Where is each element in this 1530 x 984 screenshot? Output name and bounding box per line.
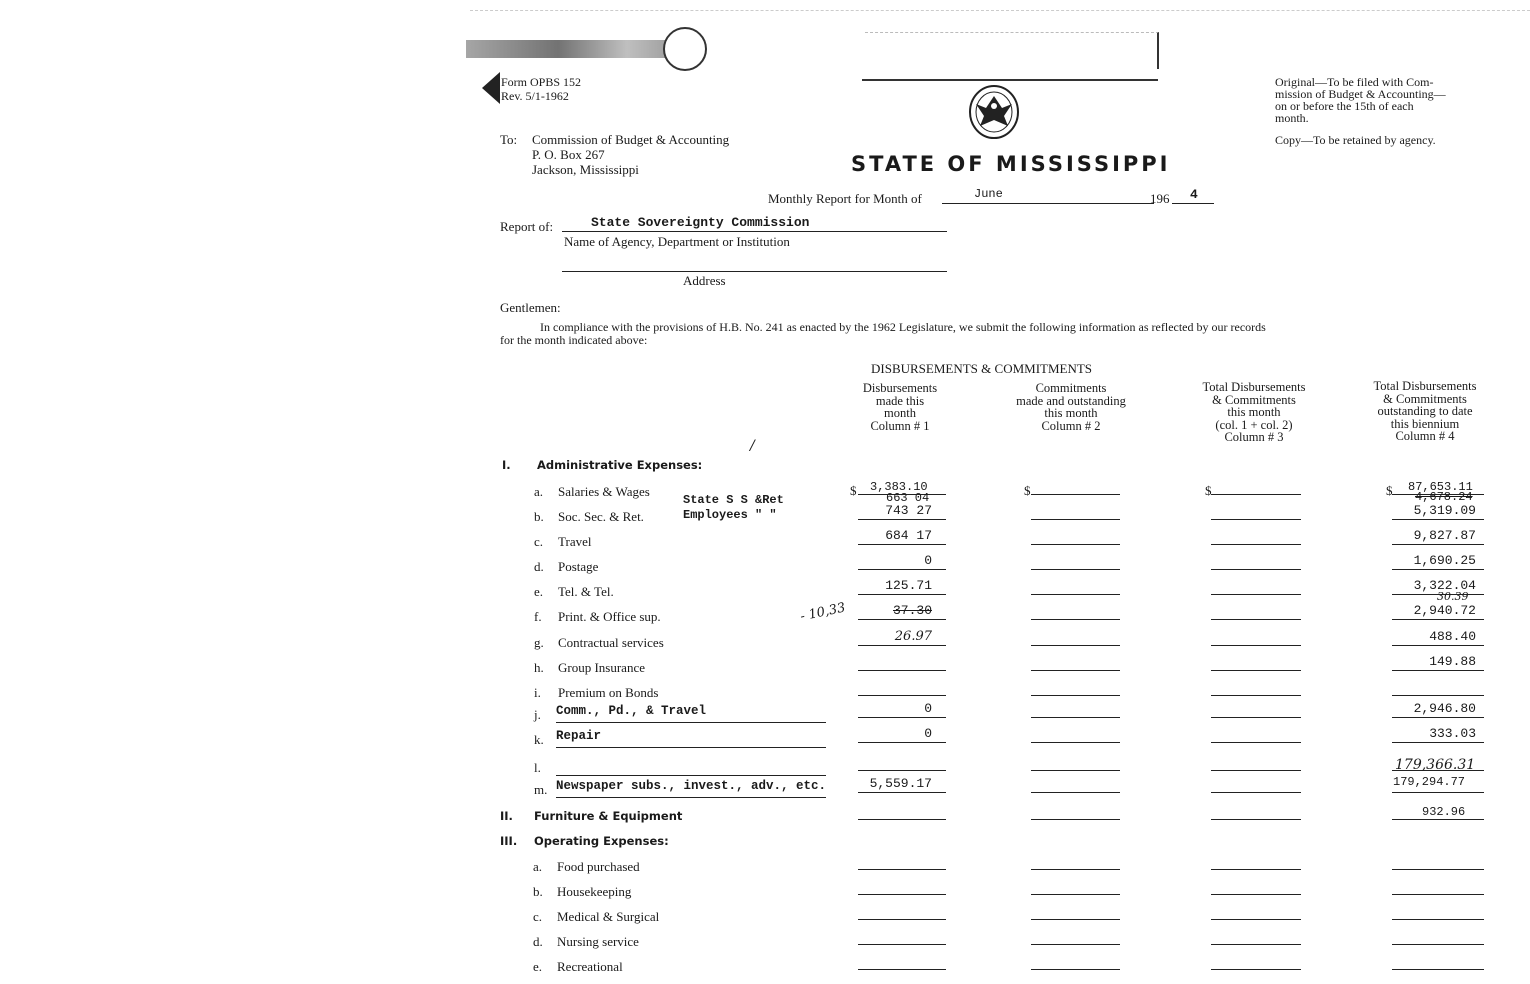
year-underline	[1172, 203, 1214, 204]
cell-line-col2	[1031, 619, 1120, 620]
cell-line-col4	[1392, 569, 1484, 570]
form-number: Form OPBS 152	[501, 75, 582, 89]
row-label: Travel	[558, 534, 592, 549]
row-col1-value: 0	[924, 726, 932, 741]
section-2-label: Furniture & Equipment	[534, 809, 683, 823]
cell-line-col3	[1211, 717, 1301, 718]
cell-line-col2	[1031, 594, 1120, 595]
column-3-header-line: Total Disbursements	[1202, 380, 1306, 394]
operating-cell-line-col2	[1031, 944, 1120, 945]
scan-speck: /	[750, 438, 755, 454]
cell-line-col1	[858, 792, 946, 793]
cell-line-col4	[1392, 742, 1484, 743]
row-col4-value: 149.88	[1429, 654, 1476, 669]
cell-line-col2	[1031, 494, 1120, 495]
row-letter: e.	[534, 584, 544, 599]
operating-cell-line-col4	[1392, 894, 1484, 895]
agency-value: State Sovereignty Commission	[591, 215, 810, 230]
instructions-original-line-4: month.	[1275, 111, 1309, 125]
report-of-label: Report of:	[500, 219, 554, 234]
dollar-sign-col4: $	[1386, 483, 1393, 498]
cell-line-col3	[1211, 494, 1301, 495]
cell-line-col4	[1392, 544, 1484, 545]
operating-row-letter: b.	[533, 884, 543, 899]
operating-cell-line-col4	[1392, 944, 1484, 945]
cell-line-col4	[1392, 645, 1484, 646]
cell-line-col1	[858, 742, 946, 743]
column-4-header	[1358, 380, 1492, 443]
cell-line-col4	[1392, 792, 1484, 793]
column-4-header-line: outstanding to date	[1377, 404, 1473, 418]
cell-line-col2	[1031, 695, 1120, 696]
row-col4-value: 2,940.72	[1413, 603, 1476, 618]
cell-line-col3	[1211, 645, 1301, 646]
row-letter: l.	[534, 760, 541, 775]
cell-line-col3	[1211, 619, 1301, 620]
to-line-2: P. O. Box 267	[532, 147, 605, 162]
row-letter: k.	[534, 732, 544, 747]
row-col1-value: 37.30	[892, 603, 932, 618]
scan-artifact-bar	[466, 40, 696, 58]
furniture-col2-line	[1031, 819, 1120, 820]
operating-cell-line-col3	[1211, 919, 1301, 920]
column-3-header-line: & Commitments	[1212, 392, 1296, 407]
row-letter: a.	[534, 484, 544, 499]
column-2-header-line: Column # 2	[1041, 418, 1101, 433]
operating-cell-line-col1	[858, 869, 946, 870]
column-2-header-line: Commitments	[1035, 381, 1107, 395]
row-label: Newspaper subs., invest., adv., etc.	[556, 779, 827, 793]
cell-line-col1	[858, 594, 946, 595]
row-col1-value: 0	[924, 701, 932, 716]
row-col1-value: 26.97	[894, 629, 932, 644]
column-2-header-line: this month	[1044, 406, 1098, 420]
form-arrow-icon	[482, 72, 500, 104]
row-label: Print. & Office sup.	[558, 609, 661, 624]
cell-line-col2	[1031, 717, 1120, 718]
row-letter: h.	[534, 660, 544, 675]
operating-cell-line-col2	[1031, 869, 1120, 870]
instructions-original-line-1: Original—To be filed with Com-	[1275, 75, 1434, 89]
scan-artifact-line	[862, 79, 1158, 81]
operating-cell-line-col3	[1211, 869, 1301, 870]
column-3-header	[1186, 381, 1322, 444]
operating-cell-line-col2	[1031, 969, 1120, 970]
operating-cell-line-col1	[858, 894, 946, 895]
row-label-underline	[556, 722, 826, 723]
section-1-number: I.	[502, 458, 511, 472]
body-line-2: for the month indicated above:	[500, 333, 648, 347]
operating-row-label: Nursing service	[557, 934, 639, 949]
row-label: Repair	[556, 729, 602, 743]
cell-line-col4	[1392, 619, 1484, 620]
operating-row-letter: d.	[533, 934, 543, 949]
row-label: Comm., Pd., & Travel	[556, 704, 707, 718]
cell-line-col1	[858, 695, 946, 696]
cell-line-col1	[858, 569, 946, 570]
operating-cell-line-col4	[1392, 969, 1484, 970]
row-col1-value: 743 27	[885, 503, 932, 518]
cell-line-col3	[1211, 594, 1301, 595]
month-label: Monthly Report for Month of	[768, 191, 922, 206]
furniture-col1-line	[858, 819, 946, 820]
column-1-header	[840, 382, 960, 432]
scan-hole-circle	[663, 27, 707, 71]
form-revision: Rev. 5/1-1962	[501, 89, 569, 103]
agency-underline	[562, 231, 947, 232]
column-3-header-line: (col. 1 + col. 2)	[1215, 417, 1293, 432]
operating-row-letter: e.	[533, 959, 543, 974]
cell-line-col4	[1392, 519, 1484, 520]
address-caption: Address	[683, 273, 726, 288]
column-1-header-line: Disbursements	[862, 381, 938, 395]
operating-row-label: Housekeeping	[557, 884, 632, 899]
column-3-header-line: Column # 3	[1224, 430, 1284, 444]
cell-line-col2	[1031, 792, 1120, 793]
cell-line-col3	[1211, 792, 1301, 793]
instructions-original	[1275, 76, 1446, 124]
operating-cell-line-col3	[1211, 894, 1301, 895]
row-label: Group Insurance	[558, 660, 645, 675]
row-label-underline	[556, 747, 826, 748]
cell-line-col1	[858, 519, 946, 520]
dollar-sign-col1: $	[850, 483, 857, 498]
month-value: June	[974, 187, 1003, 201]
operating-cell-line-col2	[1031, 894, 1120, 895]
row-label-underline	[556, 775, 826, 776]
row-m-col4-value: 179,366.31	[1395, 757, 1476, 773]
to-line-3: Jackson, Mississippi	[532, 162, 639, 177]
operating-row-label: Recreational	[557, 959, 623, 974]
row-m-col4-value-2: 179,294.77	[1393, 775, 1466, 789]
row-a-col1-value: 3,383.10	[870, 480, 928, 494]
cell-line-col1	[858, 770, 946, 771]
cell-line-col2	[1031, 544, 1120, 545]
year-prefix: 196	[1150, 191, 1170, 206]
month-underline	[942, 203, 1154, 204]
row-letter: m.	[534, 782, 548, 797]
cell-line-col3	[1211, 770, 1301, 771]
operating-cell-line-col3	[1211, 944, 1301, 945]
instructions-original-line-2: mission of Budget & Accounting—	[1275, 87, 1446, 101]
cell-line-col2	[1031, 645, 1120, 646]
cell-line-col2	[1031, 670, 1120, 671]
instructions-original-line-3: on or before the 15th of each	[1275, 99, 1414, 113]
instructions-copy: Copy—To be retained by agency.	[1275, 133, 1436, 147]
row-col4-value: 9,827.87	[1413, 528, 1476, 543]
state-seal-icon	[966, 82, 1022, 140]
column-4-header-line: Column # 4	[1395, 429, 1455, 443]
row-label-underline	[556, 797, 826, 798]
row-col4-value: 2,946.80	[1413, 701, 1476, 716]
column-4-header-line: Total Disbursements	[1373, 379, 1477, 393]
row-col1-value: 0	[924, 553, 932, 568]
cell-line-col2	[1031, 519, 1120, 520]
cell-line-col1	[858, 670, 946, 671]
table-title: DISBURSEMENTS & COMMITMENTS	[871, 361, 1093, 376]
furniture-col4-value: 932.96	[1422, 805, 1466, 819]
row-letter: i.	[534, 685, 541, 700]
operating-row-label: Food purchased	[557, 859, 640, 874]
dollar-sign-col3: $	[1205, 483, 1212, 498]
year-value: 4	[1190, 187, 1198, 202]
row-label: Salaries & Wages	[558, 484, 650, 499]
cell-line-col2	[1031, 742, 1120, 743]
dollar-sign-col2: $	[1024, 483, 1031, 498]
scan-artifact-box	[865, 32, 1159, 69]
cell-line-col3	[1211, 569, 1301, 570]
top-edge-line	[470, 10, 1530, 11]
cell-line-col3	[1211, 695, 1301, 696]
row-label: Postage	[558, 559, 599, 574]
column-4-header-line: this biennium	[1390, 416, 1460, 431]
cell-line-col1	[858, 544, 946, 545]
row-label: Soc. Sec. & Ret.	[558, 509, 644, 524]
section-3-label: Operating Expenses:	[534, 834, 669, 848]
to-line-1: Commission of Budget & Accounting	[532, 132, 730, 147]
body-line-1: In compliance with the provisions of H.B. No. 241 as enacted by the 1962 Legislature, we submit the following information as reflected by our records	[540, 320, 1266, 334]
section-2-number: II.	[500, 809, 513, 823]
row-letter: j.	[534, 707, 541, 722]
operating-cell-line-col4	[1392, 869, 1484, 870]
operating-cell-line-col1	[858, 944, 946, 945]
salutation: Gentlemen:	[500, 300, 561, 315]
furniture-col4-line	[1392, 819, 1484, 820]
row-label: Contractual services	[558, 635, 664, 650]
row-label: Tel. & Tel.	[558, 584, 614, 599]
operating-cell-line-col4	[1392, 919, 1484, 920]
operating-cell-line-col2	[1031, 919, 1120, 920]
row-b-note: Employees " "	[683, 508, 777, 522]
margin-note-f: - 10,33	[798, 600, 847, 625]
row-f-col4-note: 30.39	[1437, 590, 1469, 603]
agency-caption: Name of Agency, Department or Institution	[564, 234, 790, 249]
operating-row-letter: c.	[533, 909, 543, 924]
section-3-number: III.	[500, 834, 518, 848]
cell-line-col1	[858, 717, 946, 718]
operating-row-label: Medical & Surgical	[557, 909, 660, 924]
operating-row-letter: a.	[533, 859, 543, 874]
column-3-header-line: this month	[1227, 405, 1281, 419]
row-col1-value: 5,559.17	[869, 776, 932, 791]
row-col1-value: 125.71	[885, 578, 932, 593]
column-1-header-line: month	[884, 406, 916, 420]
operating-cell-line-col1	[858, 969, 946, 970]
row-letter: g.	[534, 635, 544, 650]
row-label: Premium on Bonds	[558, 685, 659, 700]
row-letter: b.	[534, 509, 544, 524]
row-a-col4-value: 87,653.11	[1408, 480, 1473, 494]
row-letter: f.	[534, 609, 542, 624]
row-col1-value: 684 17	[885, 528, 932, 543]
row-col4-value: 333.03	[1429, 726, 1476, 741]
operating-cell-line-col3	[1211, 969, 1301, 970]
row-letter: d.	[534, 559, 544, 574]
cell-line-col3	[1211, 544, 1301, 545]
cell-line-col1	[858, 645, 946, 646]
column-1-header-line: Column # 1	[870, 418, 930, 433]
row-a-col4-value-2: 4,678.24	[1415, 490, 1473, 504]
row-col4-value: 3,322.04	[1413, 578, 1476, 593]
address-underline	[562, 271, 947, 272]
cell-line-col2	[1031, 770, 1120, 771]
column-2-header	[1000, 382, 1142, 432]
cell-line-col2	[1031, 569, 1120, 570]
operating-cell-line-col1	[858, 919, 946, 920]
column-1-header-line: made this	[875, 393, 925, 408]
row-col4-value: 1,690.25	[1413, 553, 1476, 568]
furniture-col3-line	[1211, 819, 1301, 820]
section-1-label: Administrative Expenses:	[537, 458, 703, 472]
row-col4-value: 5,319.09	[1413, 503, 1476, 518]
cell-line-col3	[1211, 670, 1301, 671]
row-col4-value: 488.40	[1429, 629, 1476, 644]
column-4-header-line: & Commitments	[1383, 391, 1467, 406]
cell-line-col3	[1211, 519, 1301, 520]
state-title: STATE OF MISSISSIPPI	[851, 152, 1171, 176]
cell-line-col4	[1392, 670, 1484, 671]
row-a-note: State S S &Ret	[683, 493, 784, 507]
row-a-col1-value-2: 663 04	[886, 491, 930, 505]
column-2-header-line: made and outstanding	[1016, 393, 1126, 408]
cell-line-col1	[858, 619, 946, 620]
row-letter: c.	[534, 534, 544, 549]
cell-line-col4	[1392, 717, 1484, 718]
cell-line-col4	[1392, 695, 1484, 696]
cell-line-col3	[1211, 742, 1301, 743]
to-label: To:	[500, 132, 518, 147]
